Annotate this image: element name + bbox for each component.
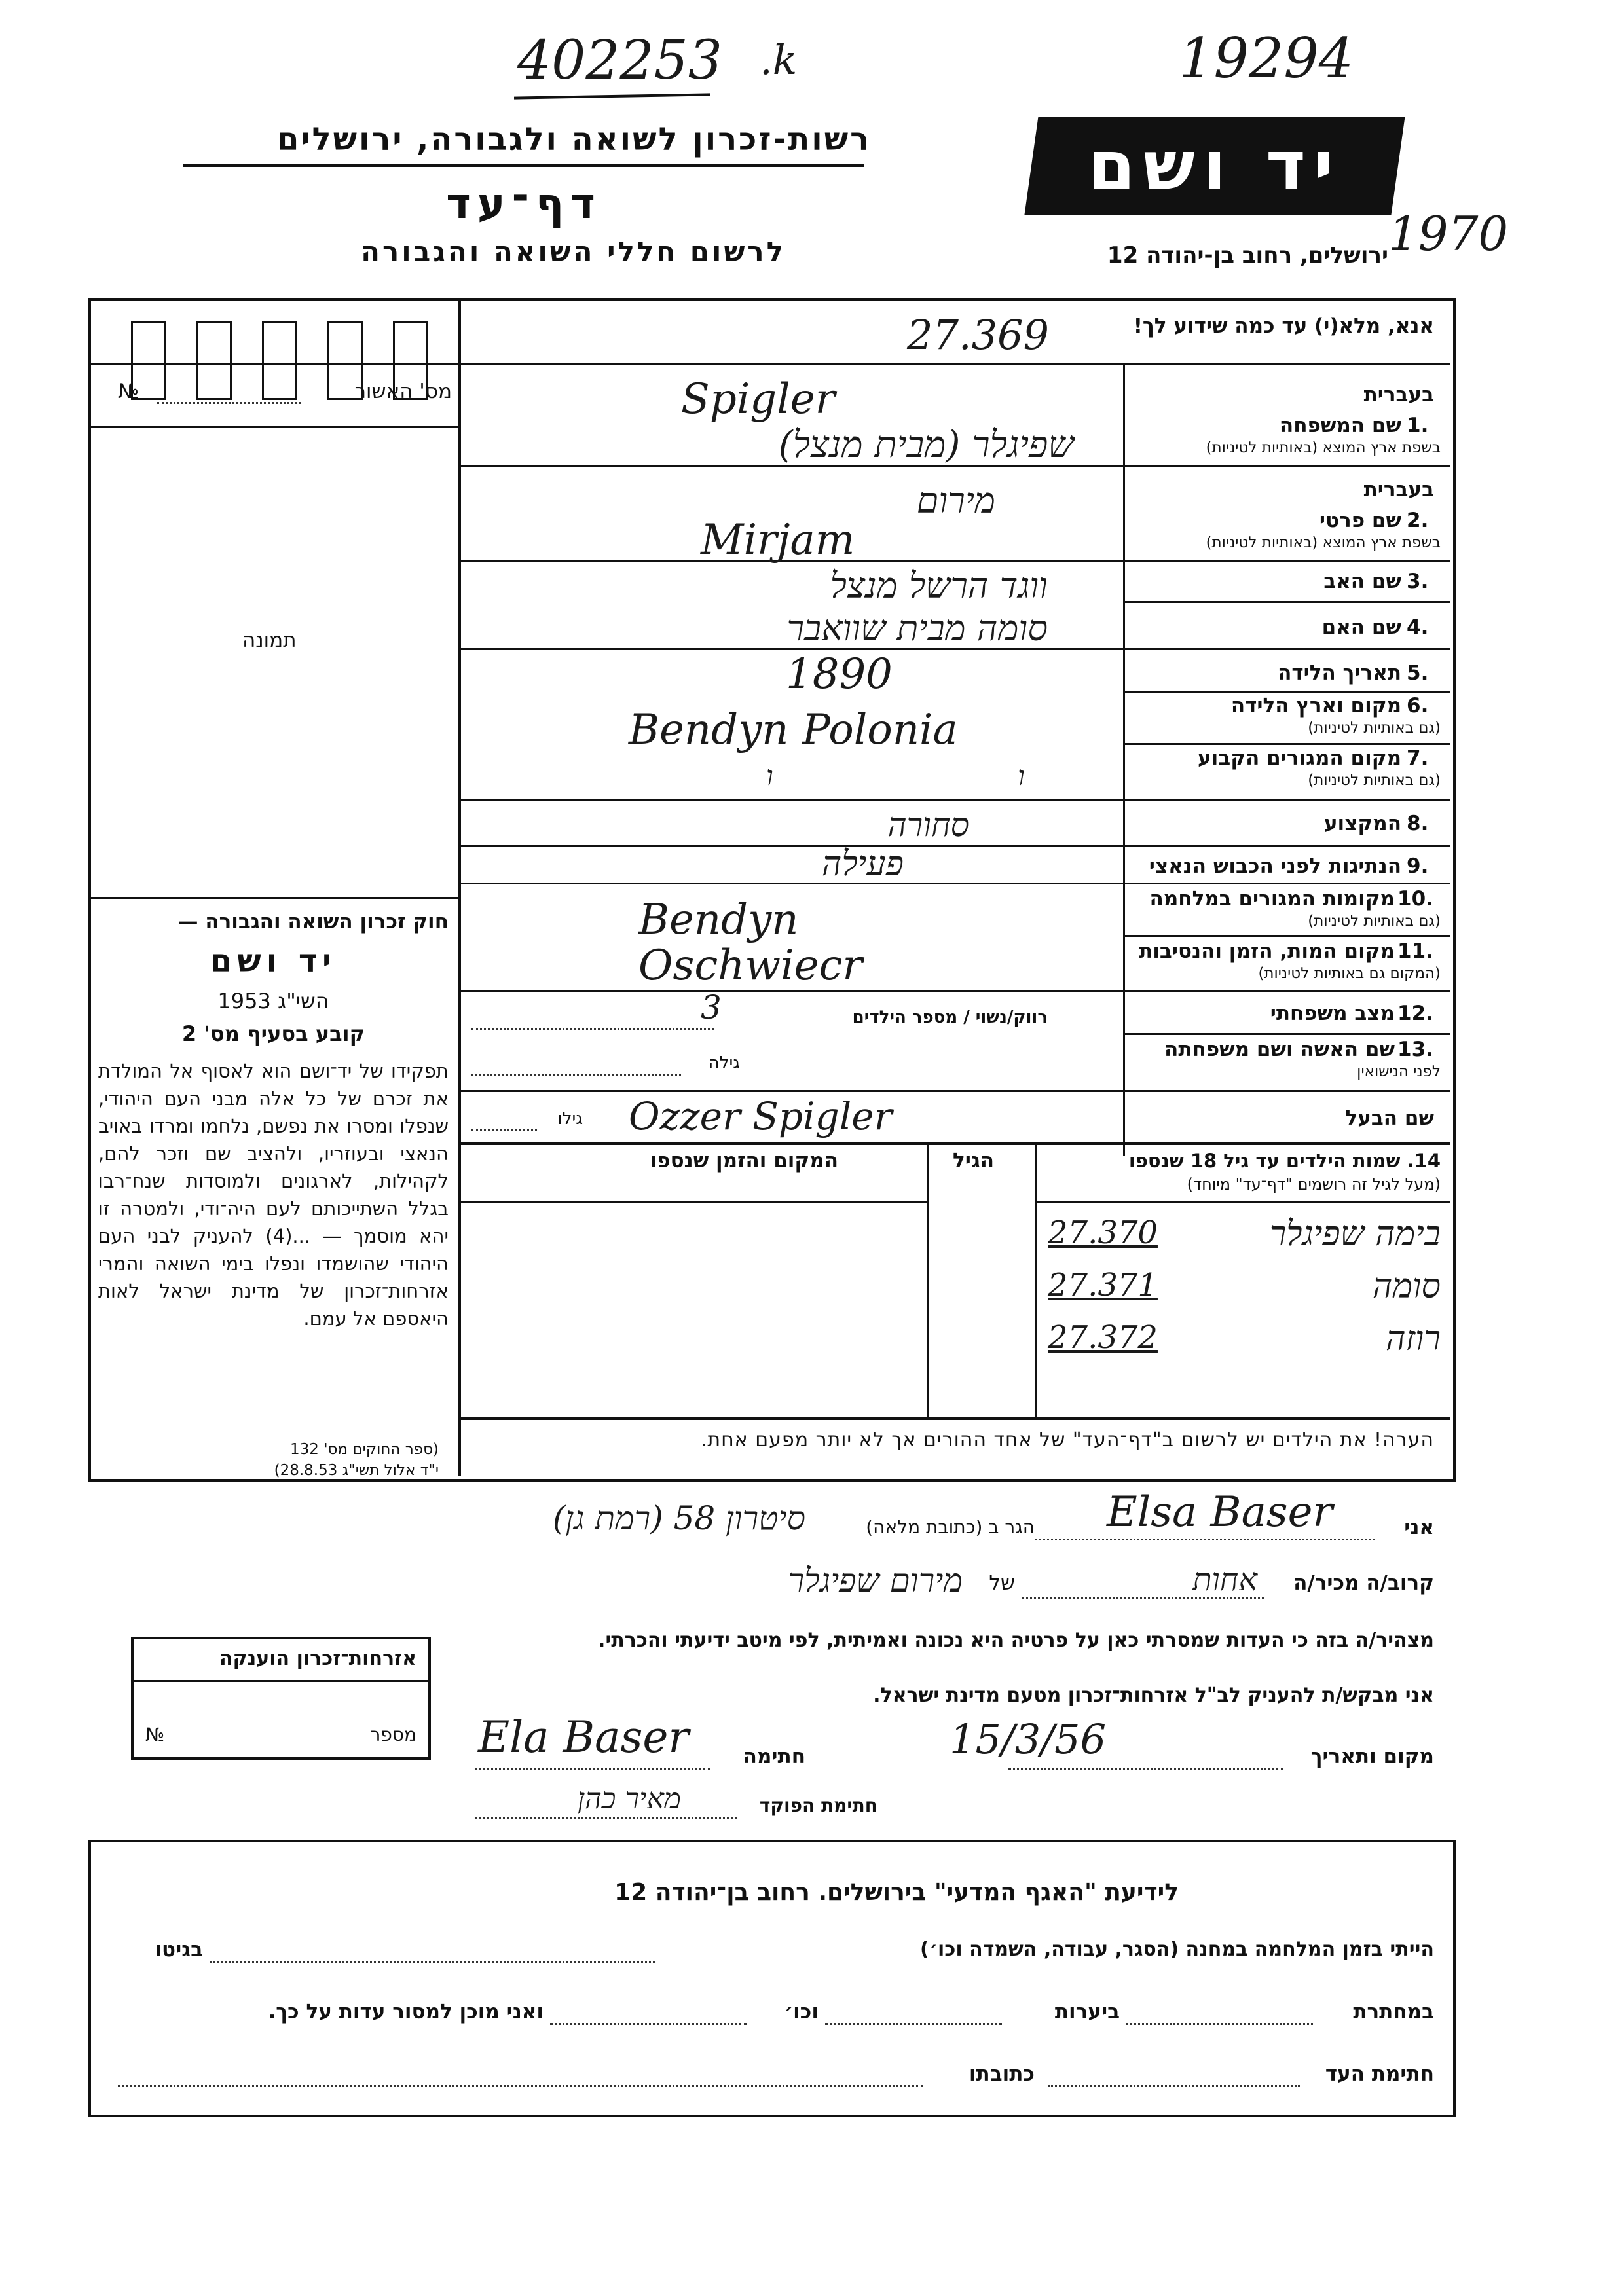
children-section-label: 14. שמות הילדים עד גיל 18 שנספו xyxy=(1128,1150,1441,1172)
footer-line-1: הייתי בזמן המלחמה במחנה (הסגר, עבודה, השמדה וכו׳) xyxy=(920,1938,1434,1961)
marital-dots xyxy=(471,1028,714,1030)
children-header-rule xyxy=(458,1201,927,1203)
marital-line: רווק/נשוי / מספר הילדים xyxy=(852,1008,1048,1027)
handwritten-reference-number: 402253 xyxy=(517,29,723,92)
handwritten-archive-number: 19294 xyxy=(1179,26,1354,90)
citizenship-number-label: מספר xyxy=(370,1724,416,1745)
field-1-sub: בשפת ארץ המוצא (באותיות לטיניות) xyxy=(1206,439,1441,456)
field-10-number: 10. xyxy=(1397,887,1433,911)
field-4-number: 4. xyxy=(1407,615,1429,639)
approval-number-mark: № xyxy=(118,380,139,403)
first-name-latin-value: Mirjam xyxy=(701,516,855,564)
handwritten-year: 1970 xyxy=(1388,206,1509,261)
husband-name-value: Ozzer Spigler xyxy=(629,1094,893,1139)
row-rule xyxy=(458,990,1450,992)
forests-dots xyxy=(825,2023,1002,2025)
child-3-number: 27.372 xyxy=(1048,1319,1158,1356)
and-more-dots xyxy=(550,2023,747,2025)
profession-value: סחורה xyxy=(887,806,969,844)
field-9-label: הנתיגות לפני הכבוש הנאצי xyxy=(1149,854,1401,878)
form-subtitle: לרשום חללי השואה והגבורה xyxy=(361,236,786,268)
birth-date-value: 1890 xyxy=(786,650,893,699)
father-value: ווגד הרשל מנצל xyxy=(830,565,1048,606)
pre-war-value: פעילה xyxy=(821,845,904,884)
approval-label: מס' האשור xyxy=(354,380,452,403)
field-7-sub: (גם באותיות לטיניות) xyxy=(1308,772,1441,789)
first-name-hebrew-value: מירום xyxy=(916,480,995,521)
footer-top-rule xyxy=(88,1840,1453,1842)
relative-label: קרוב/ה מכיר/ה xyxy=(1293,1571,1434,1595)
citizenship-box-title: אזרחות־זכרון הוענקה xyxy=(134,1639,428,1682)
form-instruction: אנא, מלא(י) עד כמה שידוע לך! xyxy=(1133,314,1434,338)
mother-value: סומה מבית שוואבר xyxy=(786,608,1048,649)
row-rule xyxy=(458,560,1450,562)
relation-value: אחות xyxy=(1192,1561,1257,1598)
field-4-label: שם האם xyxy=(1321,615,1401,639)
field-7-number: 7. xyxy=(1407,746,1429,770)
field-6-number: 6. xyxy=(1407,694,1429,718)
child-1-number: 27.370 xyxy=(1048,1214,1158,1251)
statement-1: מצהיר/ה בזה כי העדות שמסרתי כאן על פרטיה היא נכונה ואמיתית, לפי מיטב ידיעתי והכרתי. xyxy=(598,1629,1434,1652)
law-citation-2: י"ד אלול תשי"ג 28.8.53) xyxy=(274,1462,439,1479)
place-date-label: מקום ותאריך xyxy=(1310,1745,1434,1768)
law-name: יד ושם xyxy=(210,943,337,979)
handwritten-reference-suffix: .k xyxy=(760,36,798,84)
field-2-label: שם פרטי xyxy=(1319,509,1401,532)
sidebar-divider xyxy=(458,298,461,1476)
footer-address: כתובתו xyxy=(969,2062,1035,2086)
footer-line-1-dots xyxy=(210,1961,655,1963)
footer-underground: במחתרת xyxy=(1353,2000,1434,2024)
citizenship-box xyxy=(131,1637,431,1760)
approval-cell xyxy=(262,321,297,400)
field-6-label: מקום וארץ הלידה xyxy=(1230,694,1401,718)
field-13-number: 13. xyxy=(1397,1038,1433,1061)
approval-cells-rule xyxy=(88,363,458,365)
header-rule xyxy=(183,164,864,167)
children-note: הערה! את הילדים יש לרשום ב"דף־העד" של אחד ההורים אך לא יותר מפעם אחת. xyxy=(700,1429,1434,1451)
field-9-number: 9. xyxy=(1407,854,1429,878)
footer-and-more: וכו׳ xyxy=(784,2000,819,2024)
footer-ready: ואני מוכן למסור עדות על כך. xyxy=(268,2000,544,2024)
child-1-name: בימה שפיגלר xyxy=(1269,1214,1441,1254)
row-rule xyxy=(458,1090,1450,1092)
field-10-label: מקומות המגורים במלחמה xyxy=(1149,887,1395,911)
address-dots xyxy=(118,2085,923,2087)
age-header: הגיל xyxy=(953,1149,995,1173)
field-6-sub: (גם באותיות לטיניות) xyxy=(1308,720,1441,737)
logo-text: יד ושם xyxy=(1088,126,1342,206)
declarant-address: סיטרון 58 (רמת גן) xyxy=(552,1499,805,1537)
field-11-number: 11. xyxy=(1397,939,1433,963)
footer-heading: לידיעת "האגף המדעי" בירושלים. רחוב בן־יהודה 12 xyxy=(614,1879,1179,1906)
row-rule xyxy=(458,883,1450,884)
law-clause: קובע בסעיף מס' 2 xyxy=(181,1021,365,1046)
signer-dots xyxy=(1035,1539,1375,1540)
statement-2: אני מבקש/ת להעניק לב"ל אזרחות־זכרון מטעם מדינת ישראל. xyxy=(873,1684,1434,1707)
children-section-sub: (מעל לגיל זה רושמים "דף־עד" מיוחד) xyxy=(1187,1175,1441,1194)
field-1-hebrew-tag: בעברית xyxy=(1363,383,1434,407)
death-place-value: Oschwiecr xyxy=(638,941,862,990)
husband-label: שם הבעל xyxy=(1345,1106,1434,1130)
approval-dots xyxy=(157,402,301,404)
field-2-sub: בשפת ארץ המוצא (באותיות לטיניות) xyxy=(1206,534,1441,551)
row-rule xyxy=(1123,601,1450,603)
law-text: תפקידו של יד־ושם הוא לאסוף אל המולדת את זכרם של כל אלה מבני העם היהודי, שנפלו ומסרו את נפשם, נלחמו ומרדו באויב הנאצי ובעוזריו, ולהציב שם וזכר להם, לקהילות, לארגונים ולמוסדות שנח־רבו בגלל השתייכותם לעם היה־ודי, ולמטרה זו יהא מוסמך — ...(4) להעניק לבני העם היהודי שהושמדו ונפלו בימי השואה והמרי אזרחות־זכרון של מדינת ישראל לאות היאספם אל עמם. xyxy=(98,1060,449,1330)
record-number: 27.369 xyxy=(907,311,1049,359)
field-5-number: 5. xyxy=(1407,661,1429,685)
children-col-divider xyxy=(1035,1142,1037,1417)
field-2-hebrew-tag: בעברית xyxy=(1363,478,1434,501)
wife-age-dots xyxy=(471,1074,681,1076)
relation-dots xyxy=(1022,1597,1264,1599)
declaration-i-label: אני xyxy=(1404,1516,1434,1539)
field-13-sub: לפני הנישואין xyxy=(1357,1063,1441,1080)
officer-label: חתימת הפוקד xyxy=(759,1795,877,1816)
place-date-dots xyxy=(1008,1768,1283,1770)
war-place-value: Bendyn xyxy=(638,896,799,944)
row-rule xyxy=(1123,743,1450,745)
birth-place-value: Bendyn Polonia xyxy=(629,706,958,754)
husband-age-label: גילו xyxy=(557,1109,583,1129)
field-8-label: המקצוע xyxy=(1323,812,1401,835)
wife-age-label: גילה xyxy=(708,1053,740,1073)
resides-label: הגר ב (כתובת מלאה) xyxy=(866,1516,1035,1538)
of-name-value: מירום שפיגלר xyxy=(788,1561,963,1599)
field-8-number: 8. xyxy=(1407,812,1429,835)
child-3-name: רוזה xyxy=(1386,1319,1441,1358)
photo-label: תמונה xyxy=(242,629,297,652)
children-col-divider xyxy=(927,1142,929,1417)
row-rule xyxy=(1123,1033,1450,1035)
law-year: השי"ג 1953 xyxy=(217,989,329,1013)
row-rule xyxy=(458,799,1450,801)
child-2-name: סומה xyxy=(1372,1267,1441,1306)
form-title: דף־עד xyxy=(446,180,602,228)
header-address: ירושלים, רחוב בן-יהודה 12 xyxy=(1107,242,1388,268)
field-2-number: 2. xyxy=(1407,509,1429,532)
field-3-number: 3. xyxy=(1407,570,1429,593)
of-label: של xyxy=(989,1571,1015,1595)
law-citation-1: (ספר החוקים מס' 132 xyxy=(290,1441,439,1458)
surname-latin-value: Spigler xyxy=(681,375,836,424)
citizenship-number-mark: № xyxy=(145,1724,165,1745)
children-top-rule xyxy=(458,1142,1450,1145)
signature-label: חתימה xyxy=(743,1745,805,1768)
signature-dots xyxy=(475,1768,710,1770)
footer-witness-signature: חתימת העד xyxy=(1325,2062,1434,2086)
child-2-number: 27.371 xyxy=(1048,1267,1158,1303)
field-11-label: מקום המות, הזמן והנסיבות xyxy=(1139,939,1395,963)
field-1-number: 1. xyxy=(1407,414,1429,437)
row-rule xyxy=(1123,691,1450,693)
children-count-value: 3 xyxy=(701,989,722,1027)
field-10-sub: (גם באותיות לטיניות) xyxy=(1308,913,1441,930)
handwritten-underline xyxy=(514,93,710,99)
residence-marks: ו ו xyxy=(766,759,1143,792)
photo-bottom-rule xyxy=(88,897,458,899)
surname-hebrew-value: שפיגלר (מבית מנצל) xyxy=(778,424,1074,466)
authority-name: רשות-זכרון לשואה ולגבורה, ירושלים xyxy=(276,121,871,158)
officer-signature: מאיר כהן xyxy=(577,1782,681,1815)
husband-age-dots xyxy=(471,1129,537,1131)
signer-name: Elsa Baser xyxy=(1107,1488,1333,1537)
field-5-label: תאריך הלידה xyxy=(1278,661,1401,685)
field-12-number: 12. xyxy=(1397,1002,1433,1025)
footer-ghetto: בגיטו xyxy=(155,1938,203,1961)
field-12-label: מצב משפחתי xyxy=(1270,1002,1395,1025)
footer-forests: ביערות xyxy=(1054,2000,1120,2024)
field-7-label: מקום המגורים הקבוע xyxy=(1198,746,1401,770)
field-3-label: שם האב xyxy=(1323,570,1401,593)
instruction-rule xyxy=(458,363,1450,365)
declaration-date: 15/3/56 xyxy=(950,1715,1107,1763)
underground-dots xyxy=(1126,2023,1313,2025)
photo-top-rule xyxy=(88,426,458,428)
officer-dots xyxy=(475,1817,737,1819)
approval-cell xyxy=(196,321,232,400)
children-header-rule xyxy=(1037,1201,1450,1203)
law-title: חוק זכרון השואה והגבורה — xyxy=(177,910,449,934)
witness-signature-dots xyxy=(1048,2085,1300,2087)
row-rule xyxy=(1123,935,1450,937)
declarant-signature: Ela Baser xyxy=(478,1712,689,1762)
field-11-sub: (המקום גם באותיות לטיניות) xyxy=(1258,965,1441,982)
place-header: המקום והזמן שנספו xyxy=(650,1149,838,1173)
field-1-label: שם המשפחה xyxy=(1279,414,1401,437)
children-bottom-rule xyxy=(458,1417,1450,1420)
yad-vashem-logo xyxy=(1024,117,1405,215)
field-13-label: שם האשה ושם משפחתה xyxy=(1164,1038,1395,1061)
